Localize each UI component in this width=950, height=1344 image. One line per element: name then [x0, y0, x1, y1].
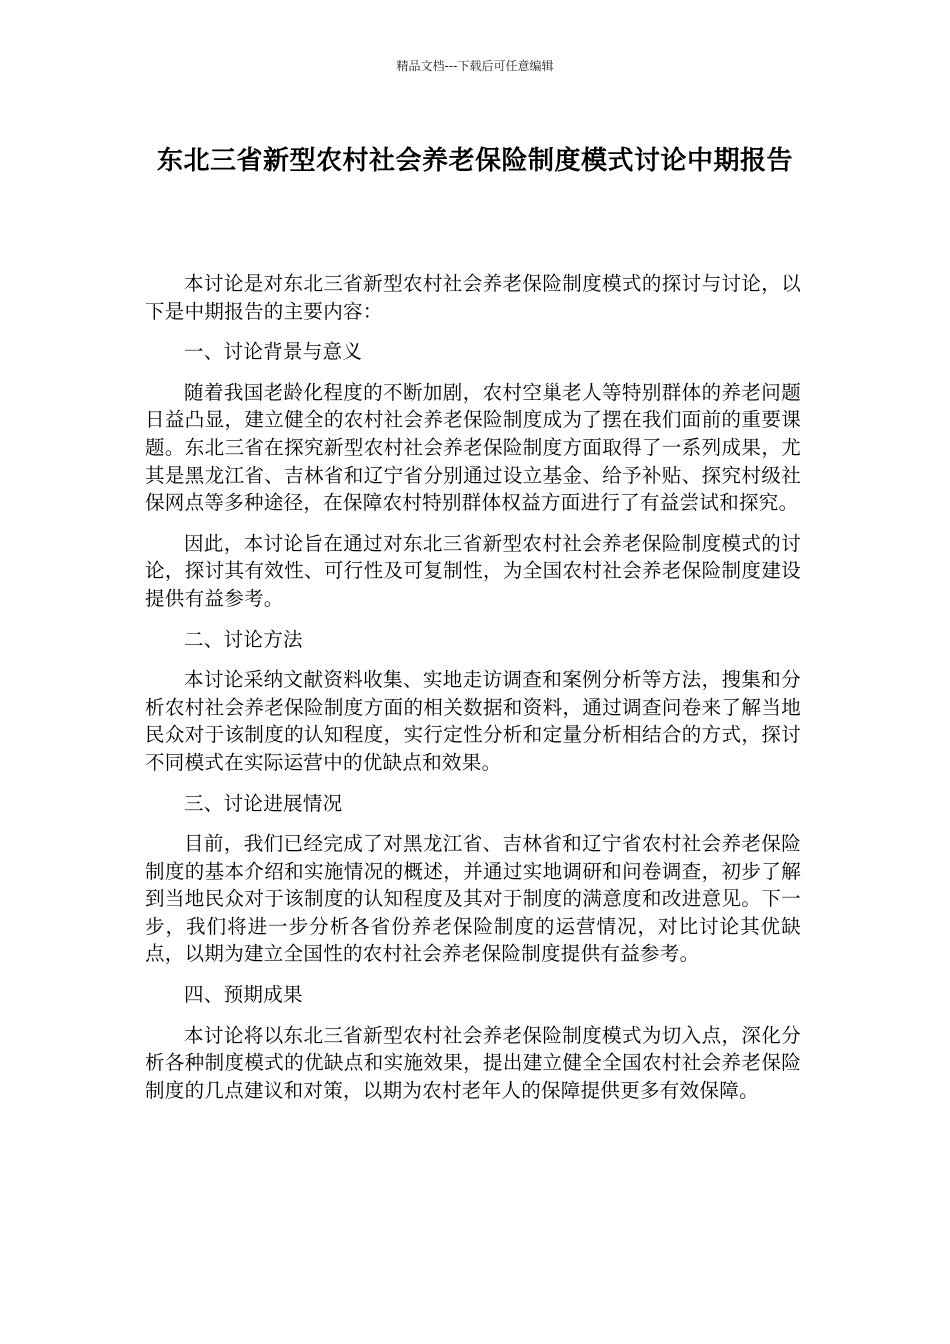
intro-paragraph: 本讨论是对东北三省新型农村社会养老保险制度模式的探讨与讨论，以下是中期报告的主要内容： — [145, 272, 801, 323]
purpose-paragraph: 因此，本讨论旨在通过对东北三省新型农村社会养老保险制度模式的讨论，探讨其有效性、可行性及可复制性，为全国农村社会养老保险制度建设提供有益参考。 — [145, 531, 801, 610]
method-paragraph: 本讨论采纳文献资料收集、实地走访调查和案例分析等方法，搜集和分析农村社会养老保险制度方面的相关数据和资料，通过调查问卷来了解当地民众对于该制度的认知程度，实行定性分析和定量分析相结合的方式，探讨不同模式在实际运营中的优缺点和效果。 — [145, 668, 801, 774]
header-note: 精品文档---下载后可任意编辑 — [396, 59, 554, 73]
section-heading-progress: 三、讨论进展情况 — [184, 791, 343, 815]
document-body — [145, 270, 801, 1117]
background-paragraph: 随着我国老龄化程度的不断加剧，农村空巢老人等特别群体的养老问题日益凸显，建立健全的农村社会养老保险制度成为了摆在我们面前的重要课题。东北三省在探究新型农村社会养老保险制度方面取得了一系列成果，尤其是黑龙江省、吉林省和辽宁省分别通过设立基金、给予补贴、探究村级社保网点等多种途径，在保障农村特别群体权益方面进行了有益尝试和探究。 — [145, 380, 801, 515]
section-heading-method: 二、讨论方法 — [184, 627, 303, 651]
section-heading-outcomes: 四、预期成果 — [184, 983, 303, 1007]
section-heading-background: 一、讨论背景与意义 — [184, 340, 363, 364]
outcomes-paragraph: 本讨论将以东北三省新型农村社会养老保险制度模式为切入点，深化分析各种制度模式的优缺点和实施效果，提出建立健全全国农村社会养老保险制度的几点建议和对策，以期为农村老年人的保障提供更多有效保障。 — [145, 1023, 801, 1102]
progress-paragraph: 目前，我们已经完成了对黑龙江省、吉林省和辽宁省农村社会养老保险制度的基本介绍和实施情况的概述，并通过实地调研和问卷调查，初步了解到当地民众对于该制度的认知程度及其对于制度的满意度和改进意见。下一步，我们将进一步分析各省份养老保险制度的运营情况，对比讨论其优缺点，以期为建立全国性的农村社会养老保险制度提供有益参考。 — [145, 832, 801, 966]
document-title: 东北三省新型农村社会养老保险制度模式讨论中期报告 — [156, 146, 793, 176]
